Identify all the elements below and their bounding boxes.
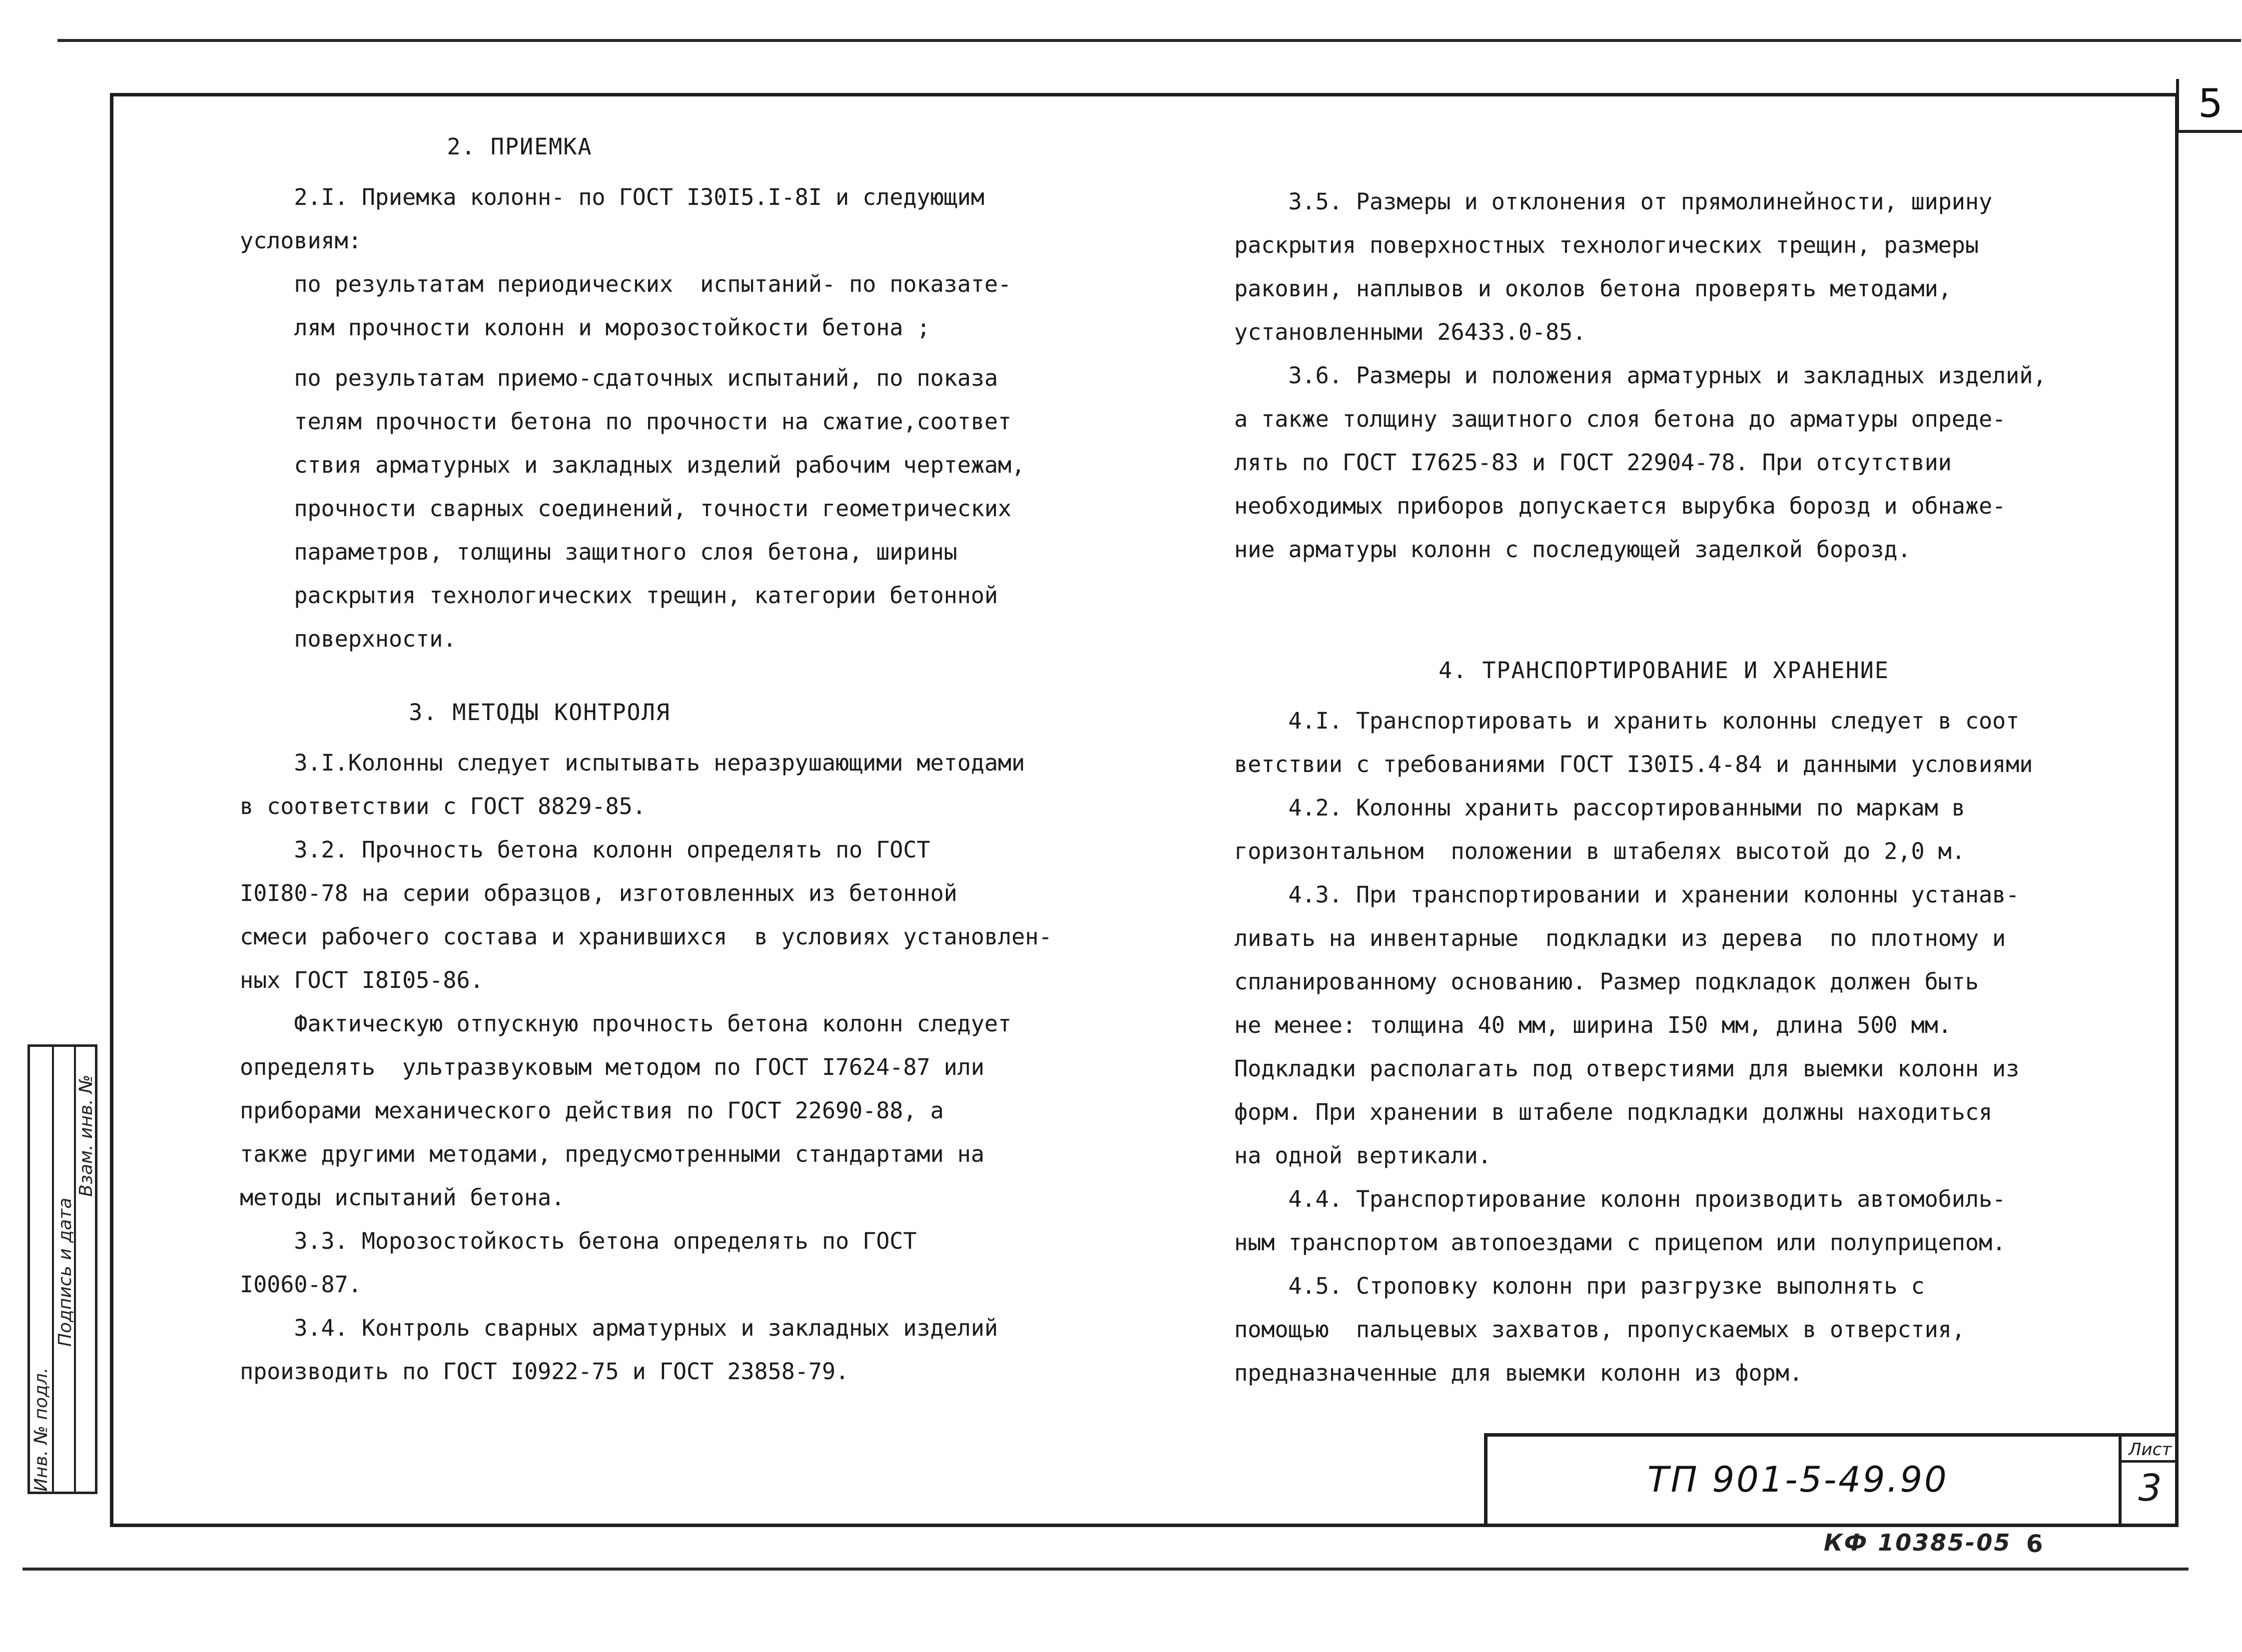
- text-line: 4.5. Строповку колонн при разгрузке выполнять с: [1234, 1273, 1925, 1299]
- text-line: ных ГОСТ I8I05-86.: [240, 967, 484, 993]
- paragraph-4-3: [1234, 873, 2094, 1177]
- text-line: а также толщину защитного слоя бетона до арматуры опреде-: [1234, 406, 2006, 432]
- text-line: I0060-87.: [240, 1271, 362, 1298]
- text-line: горизонтальном положении в штабелях высотой до 2,0 м.: [1234, 838, 1965, 864]
- text-line: предназначенные для выемки колонн из форм.: [1234, 1360, 1803, 1386]
- stamp-label-replacement: Взам. инв. №: [76, 1074, 96, 1197]
- text-line: 3.3. Морозостойкость бетона определять по ГОСТ: [240, 1228, 917, 1254]
- text-line: на одной вертикали.: [1234, 1142, 1492, 1169]
- text-line: 2.I. Приемка колонн- по ГОСТ I30I5.I-8I и следующим: [240, 184, 985, 210]
- text-line: 3.4. Контроль сварных арматурных и закладных изделий: [240, 1315, 998, 1341]
- text-line: 4.4. Транспортирование колонн производить автомобиль-: [1234, 1186, 2006, 1212]
- text-line: спланированному основанию. Размер подкладок должен быть: [1234, 968, 1979, 995]
- sheet-label: Лист: [2122, 1437, 2179, 1463]
- text-line: помощью пальцевых захватов, пропускаемых в отверстия,: [1234, 1316, 1965, 1343]
- text-line: форм. При хранении в штабеле подкладки должны находиться: [1234, 1099, 1993, 1125]
- title-block: [1484, 1433, 2179, 1527]
- text-line: по результатам приемо-сдаточных испытаний, по показа: [240, 365, 998, 391]
- text-line: 3.I.Колонны следует испытывать неразрушающими методами: [240, 750, 1025, 776]
- stamp-column: [76, 1047, 95, 1492]
- text-line: 4.3. При транспортировании и хранении колонны устанав-: [1234, 881, 2020, 908]
- stamp-label-signature: Подпись и дата: [55, 1197, 75, 1347]
- text-line: не менее: толщина 40 мм, ширина I50 мм, длина 500 мм.: [1234, 1012, 1952, 1038]
- left-text-column: [240, 125, 1119, 1393]
- paragraph-2-1: [240, 175, 1119, 262]
- paragraph-2-1-acceptance: [240, 356, 1119, 661]
- text-line: 4.2. Колонны хранить рассортированными по маркам в: [1234, 795, 1965, 821]
- stamp-column: [30, 1047, 54, 1492]
- text-line: определять ультразвуковым методом по ГОСТ I7624-87 или: [240, 1054, 985, 1080]
- text-line: 4.I. Транспортировать и хранить колонны следует в соот: [1234, 708, 2020, 734]
- text-line: параметров, толщины защитного слоя бетона, ширины: [240, 539, 957, 565]
- text-line: Фактическую отпускную прочность бетона колонн следует: [240, 1010, 1012, 1037]
- section-4-heading: 4. ТРАНСПОРТИРОВАНИЕ И ХРАНЕНИЕ: [1439, 657, 1889, 684]
- corner-sheet-number: 5: [2176, 79, 2242, 133]
- text-line: I0I80-78 на серии образцов, изготовленных из бетонной: [240, 880, 957, 906]
- text-line: раскрытия поверхностных технологических трещин, размеры: [1234, 232, 1979, 258]
- text-line: ствия арматурных и закладных изделий рабочим чертежам,: [240, 452, 1025, 478]
- document-code: ТП 901-5-49.90: [1647, 1459, 1949, 1500]
- stamp-column: [54, 1047, 76, 1492]
- text-line: 3.5. Размеры и отклонения от прямолинейности, ширину: [1234, 188, 1993, 215]
- paragraph-4-5: [1234, 1264, 2094, 1395]
- text-line: условиям:: [240, 227, 362, 254]
- top-rule-line: [57, 39, 2241, 42]
- text-line: Подкладки располагать под отверстиями для выемки колонн из: [1234, 1055, 2020, 1082]
- text-line: в соответствии с ГОСТ 8829-85.: [240, 793, 646, 820]
- paragraph-3-5: [1234, 180, 2094, 354]
- text-line: также другими методами, предусмотренными стандартами на: [240, 1141, 985, 1167]
- paragraph-4-1: [1234, 699, 2094, 786]
- section-2-heading: 2. ПРИЕМКА: [447, 133, 593, 160]
- text-line: необходимых приборов допускается вырубка борозд и обнаже-: [1234, 493, 2006, 519]
- text-line: лям прочности колонн и морозостойкости бетона ;: [240, 314, 930, 341]
- text-line: ным транспортом автопоездами с прицепом или полуприцепом.: [1234, 1229, 2006, 1256]
- paragraph-3-3: [240, 1219, 1119, 1306]
- paragraph-4-2: [1234, 786, 2094, 873]
- paragraph-3-2-release-strength: [240, 1002, 1119, 1219]
- text-line: лять по ГОСТ I7625-83 и ГОСТ 22904-78. При отсутствии: [1234, 449, 1952, 476]
- right-text-column: [1234, 180, 2094, 1395]
- paragraph-3-6: [1234, 354, 2094, 571]
- text-line: установленными 26433.0-85.: [1234, 319, 1586, 345]
- text-line: производить по ГОСТ I0922-75 и ГОСТ 23858-79.: [240, 1358, 849, 1385]
- text-line: прочности сварных соединений, точности геометрических: [240, 495, 1012, 522]
- text-line: смеси рабочего состава и хранившихся в условиях установлен-: [240, 923, 1052, 950]
- text-line: телям прочности бетона по прочности на сжатие,соответ: [240, 408, 1012, 435]
- bottom-rule-line: [22, 1568, 2189, 1571]
- stamp-label-inventory: Инв. № подл.: [31, 1367, 51, 1492]
- paragraph-2-1-periodic: [240, 262, 1119, 349]
- paragraph-3-1: [240, 741, 1119, 828]
- section-3-heading: 3. МЕТОДЫ КОНТРОЛЯ: [409, 699, 671, 726]
- text-line: ние арматуры колонн с последующей заделкой борозд.: [1234, 536, 1911, 563]
- text-line: ветствии с требованиями ГОСТ I30I5.4-84 и данными условиями: [1234, 751, 2033, 778]
- text-line: по результатам периодических испытаний- по показате-: [240, 271, 1012, 297]
- text-line: методы испытаний бетона.: [240, 1184, 565, 1211]
- paragraph-4-4: [1234, 1177, 2094, 1264]
- paragraph-3-4: [240, 1306, 1119, 1393]
- text-line: раковин, наплывов и околов бетона проверять методами,: [1234, 275, 1952, 302]
- paragraph-3-2: [240, 828, 1119, 1002]
- text-line: поверхности.: [240, 626, 457, 652]
- archive-code: КФ 10385-05: [1824, 1529, 2012, 1556]
- binding-stamp-strip: [27, 1044, 97, 1494]
- text-line: 3.2. Прочность бетона колонн определять по ГОСТ: [240, 836, 930, 863]
- text-line: 3.6. Размеры и положения арматурных и закладных изделий,: [1234, 362, 2047, 389]
- text-line: приборами механического действия по ГОСТ 22690-88, а: [240, 1097, 944, 1124]
- archive-page-number: 6: [2026, 1530, 2043, 1558]
- text-line: ливать на инвентарные подкладки из дерева по плотному и: [1234, 925, 2006, 951]
- sheet-number: 3: [2138, 1467, 2162, 1510]
- sheet-cell: [2119, 1437, 2179, 1527]
- text-line: раскрытия технологических трещин, категории бетонной: [240, 582, 998, 609]
